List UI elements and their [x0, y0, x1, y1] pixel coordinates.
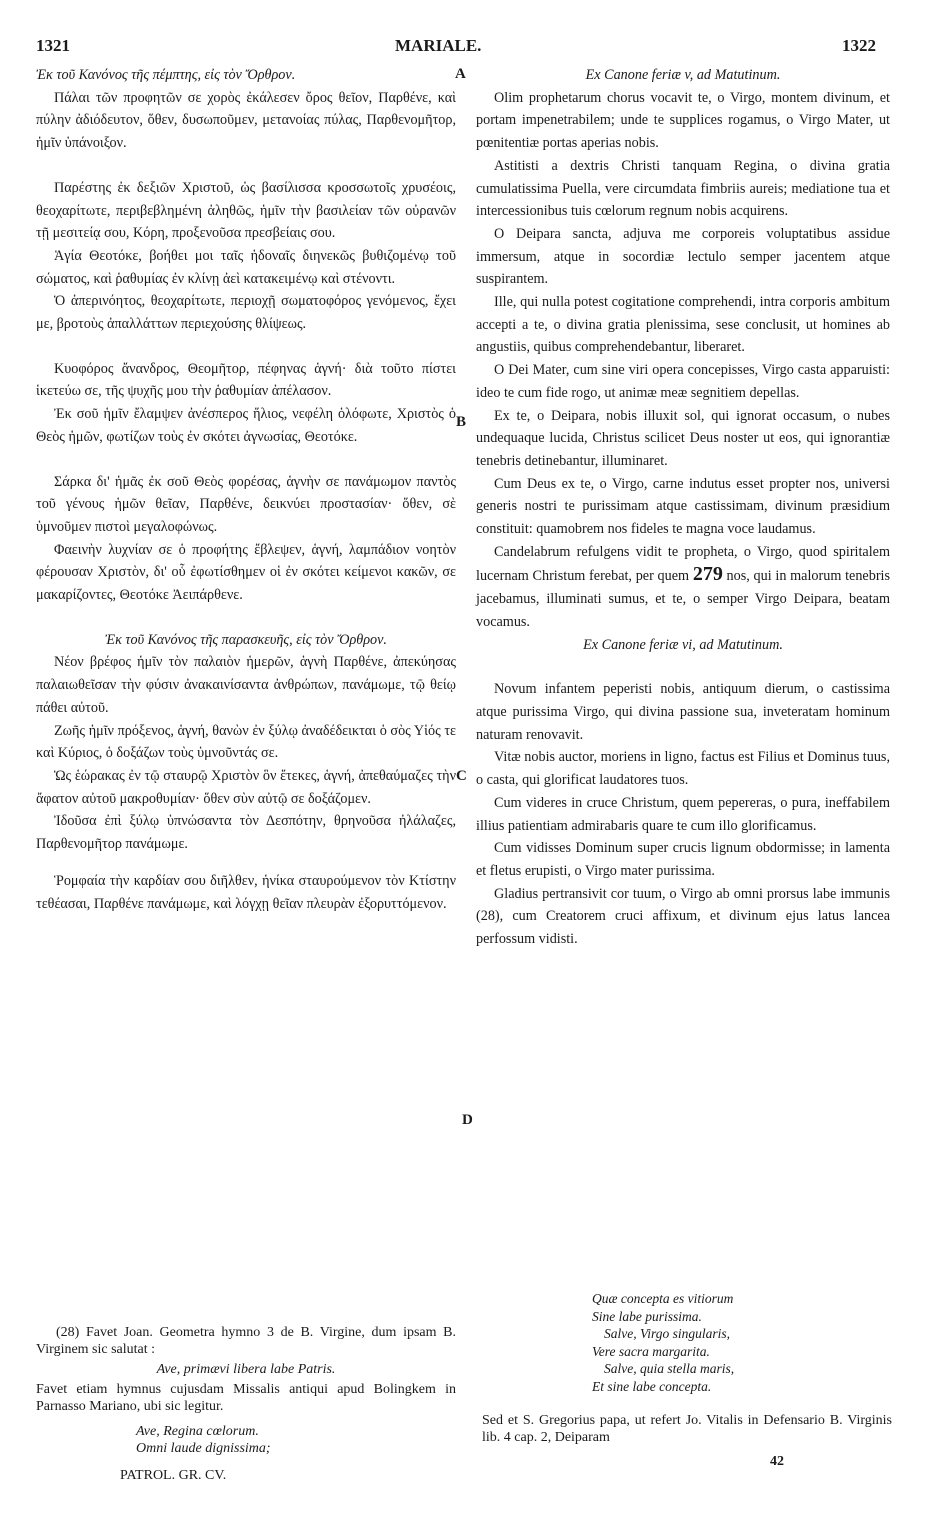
greek-paragraph: Φαεινὴν λυχνίαν σε ὁ προφήτης ἔβλεψεν, ἁγνή, λαμπάδιον νοητὸν φέρουσαν Χριστὸν, δι' οὗ ἐφωτίσθημεν οἱ ἐν σκότει κείμενοι κακῶν, σε μακαρίζοντες, Θεοτόκε Ἀειπάρθενε.: [36, 541, 456, 604]
latin-paragraph-part: nos, qui in malorum tenebris jacebamus, illuminati sumus, et te, o semper Virgo Deipara, beatam vocamus.: [476, 568, 891, 630]
poem-line: Salve, quia stella maris,: [604, 1361, 735, 1376]
latin-column: [476, 64, 890, 951]
greek-paragraph: Κυοφόρος ἄνανδρος, Θεομῆτορ, πέφηνας ἁγνή· διὰ τοῦτο πίστει ἱκετεύω σε, τῆς ψυχῆς μου τὴν ῥαθυμίαν ἀπέλασον.: [36, 360, 456, 400]
latin-paragraph: Cum Deus ex te, o Virgo, carne indutus esset propter nos, universi generis nostri te purissimam atque castissimam, divinum præsidium constituit: quamobrem nos fideles te magna voce laudamus.: [476, 475, 890, 538]
greek-paragraph: Παρέστης ἐκ δεξιῶν Χριστοῦ, ὡς βασίλισσα κροσσωτοῖς χρυσέοις, θεοχαρίτωτε, περιβεβλημένη ἀληθῶς, ἡμῖν τὴν βασιλείαν τῶν οὐρανῶν τῇ μεσιτείᾳ σου, Κόρη, προξενοῦσα πρεσβείαις σου.: [36, 179, 456, 242]
poem-line: Et sine labe concepta.: [592, 1378, 712, 1394]
greek-heading-2: Ἐκ τοῦ Κανόνος τῆς παρασκευῆς, εἰς τὸν Ὄρθρον.: [105, 631, 387, 648]
footnote-text: Favet etiam hymnus cujusdam Missalis antiqui apud Bolingkem in Parnasso Mariano, ubi sic legitur.: [36, 1382, 456, 1414]
latin-paragraph: O Deipara sancta, adjuva me corporeis voluptatibus assidue immersum, atque in socordiæ lectulo semper jacentem atque suspirantem.: [476, 225, 890, 288]
column-number-left: 1321: [36, 36, 70, 55]
poem-line: Quæ concepta es vitiorum: [592, 1291, 734, 1306]
footnote-verse: Omni laude dignissima;: [136, 1441, 271, 1456]
latin-paragraph: Cum videres in cruce Christum, quem pepereras, o pura, ineffabilem illius patientiam admirabaris quare te cum illo glorificamus.: [476, 794, 890, 834]
latin-paragraph: Cum vidisses Dominum super crucis lignum obdormisse; in lamenta et fletus erupisti, o Virgo mater purissima.: [476, 840, 890, 879]
footnote-left: [36, 1324, 456, 1457]
footnote-right: [482, 1412, 892, 1446]
poem-line: Vere sacra margarita.: [592, 1343, 710, 1359]
column-marker-number: 279: [692, 563, 723, 586]
footnote-verse: Ave, primævi libera labe Patris.: [156, 1362, 336, 1377]
greek-paragraph: Ἐκ σοῦ ἡμῖν ἔλαμψεν ἀνέσπερος ἥλιος, νεφέλη ὁλόφωτε, Χριστὸς ὁ Θεὸς ἡμῶν, φωτίζων τοὺς ἐν σκότει ἀγνωσίας, Θεοτόκε.: [36, 406, 456, 445]
greek-paragraph: Ὡς ἑώρακας ἐν τῷ σταυρῷ Χριστὸν ὃν ἔτεκες, ἁγνή, ἀπεθαύμαζες τὴν ἄφατον αὐτοῦ μακροθυμίαν· ὅθεν σὺν αὐτῷ σε δοξάζομεν.: [36, 767, 456, 807]
latin-heading-1: Ex Canone feriæ v, ad Matutinum.: [585, 67, 781, 83]
latin-paragraph: Astitisti a dextris Christi tanquam Regina, o divina gratia cumulatissima Puella, vere circumdata fimbriis aureis; mediatione tua et intercessionibus tuis cœlorum regnum nobis acquirens.: [476, 157, 890, 220]
latin-paragraph: Ille, qui nulla potest cogitatione comprehendi, intra corporis ambitum accepti a te, o divina gratia plenissima, sese conclusit, ut homines ab angustiis, quibus comprehendebantur, liberaret.: [476, 294, 890, 356]
greek-paragraph: Σάρκα δι' ἡμᾶς ἐκ σοῦ Θεὸς φορέσας, ἁγνὴν σε πανάμωμον παντὸς τοῦ γένους ἡμῶν θεῖαν, Παρθένε, δεικνύει προστασίαν· ὅθεν, σὲ ὑμνοῦμεν πιστοὶ μεγαλοφώνως.: [36, 473, 456, 535]
footnote-text: Sed et S. Gregorius papa, ut refert Jo. Vitalis in Defensario B. Virginis lib. 4 cap. 2, Deiparam: [482, 1413, 892, 1445]
greek-paragraph: Ὁ ἀπερινόητος, θεοχαρίτωτε, περιοχῇ σωματοφόρος γενόμενος, ἔχει με, βροτοὺς ἀπαλλάττων περιεχούσης θλίψεως.: [36, 293, 456, 333]
greek-paragraph: Νέον βρέφος ἡμῖν τὸν παλαιὸν ἡμερῶν, ἁγνὴ Παρθένε, ἀπεκύησας παλαιωθεῖσαν τὴν φύσιν ἀνακαινίσαντα ἀνθρώπων, πανάμωμε, τῷ θείῳ πάθει αὐτοῦ.: [36, 654, 456, 716]
greek-heading-1: Ἐκ τοῦ Κανόνος τῆς πέμπτης, εἰς τὸν Ὄρθρον.: [36, 67, 296, 83]
running-title: MARIALE.: [395, 36, 482, 55]
poem-line: Sine labe purissima.: [592, 1308, 702, 1324]
page-header: [0, 36, 925, 62]
footnote-poem: [592, 1290, 892, 1395]
greek-paragraph: Ῥομφαία τὴν καρδίαν σου διῆλθεν, ἡνίκα σταυρούμενον τὸν Κτίστην τεθέασαι, Παρθένε πανάμωμε, καὶ λόγχῃ θεῖαν πλευρὰν ἐξορυττόμενον.: [36, 872, 456, 912]
latin-paragraph: Novum infantem peperisti nobis, antiquum dierum, o castissima atque purissima Virgo, qui divina passione sua, inveteratam hominum naturam renovavit.: [476, 681, 890, 743]
margin-letter-d: D: [462, 1112, 473, 1128]
column-number-right: 1322: [842, 36, 876, 55]
patrology-signature: PATROL. GR. CV.: [120, 1468, 227, 1483]
margin-letter-b: B: [456, 414, 467, 430]
latin-paragraph: [476, 541, 890, 634]
latin-heading-2: Ex Canone feriæ vi, ad Matutinum.: [583, 636, 783, 653]
margin-letter-a: A: [455, 66, 466, 82]
greek-paragraph: Ἁγία Θεοτόκε, βοήθει μοι ταῖς ἡδοναῖς διηνεκῶς βυθιζομένῳ τοῦ σώματος, καὶ ῥαθυμίας ἐν κλίνῃ ἀεὶ κατακειμένῳ καὶ στένοντι.: [36, 247, 456, 287]
signature-number: 42: [770, 1454, 784, 1469]
latin-paragraph: Ex te, o Deipara, nobis illuxit sol, qui ignorat occasum, o nubes undequaque lucida, Christus scilicet Deus noster ut eos, qui ignorantiæ tenebris detinebantur, illuminaret.: [476, 407, 890, 469]
latin-paragraph: Vitæ nobis auctor, moriens in ligno, factus est Filius et Dominus tuus, o casta, qui glorificat laudatores tuos.: [476, 749, 890, 789]
margin-letter-c: C: [456, 768, 467, 784]
greek-paragraph: Ἰδοῦσα ἐπὶ ξύλῳ ὑπνώσαντα τὸν Δεσπότην, θρηνοῦσα ἠλάλαζες, Παρθενομῆτορ πανάμωμε.: [36, 813, 456, 853]
greek-paragraph: Πάλαι τῶν προφητῶν σε χορὸς ἐκάλεσεν ὄρος θεῖον, Παρθένε, καὶ πύλην ἀδιόδευτον, ὅθεν, δυσωποῦμεν, μετανοίας πύλας, Παρθενομῆτορ, ἡμῖν ὑπάνοιξον.: [36, 89, 456, 152]
latin-paragraph-part: Candelabrum refulgens vidit te propheta, o Virgo, quod spiritalem lucernam Christum ferebat, per quem: [476, 543, 890, 585]
greek-paragraph: Ζωῆς ἡμῖν πρόξενος, ἁγνή, θανὼν ἐν ξύλῳ ἀναδέδεικται ὁ σὸς Υἱός τε καὶ Κύριος, ὁ δοξάζων τοὺς ὑμνοῦντάς σε.: [36, 722, 456, 762]
greek-column: [36, 64, 456, 915]
latin-paragraph: Gladius pertransivit cor tuum, o Virgo ab omni prorsus labe immunis (28), cum Creatorem cruci affixum, et divinum ejus latus lancea perfossum vidisti.: [476, 885, 890, 948]
latin-paragraph: Olim prophetarum chorus vocavit te, o Virgo, montem divinum, et portam impenetrabilem; unde te supplices rogamus, o Virgo Mater, ut pœnitentiæ portas aperias nobis.: [476, 89, 890, 152]
footnote-text: (28) Favet Joan. Geometra hymno 3 de B. Virgine, dum ipsam B. Virginem sic salutat :: [36, 1325, 456, 1357]
latin-paragraph: O Dei Mater, cum sine viri opera concepisses, Virgo casta apparuisti: ideo te cum fide rogo, ut animæ meæ segnitiem depellas.: [476, 362, 890, 401]
poem-line: Salve, Virgo singularis,: [604, 1326, 730, 1341]
footnote-verse: Ave, Regina cœlorum.: [136, 1424, 259, 1439]
